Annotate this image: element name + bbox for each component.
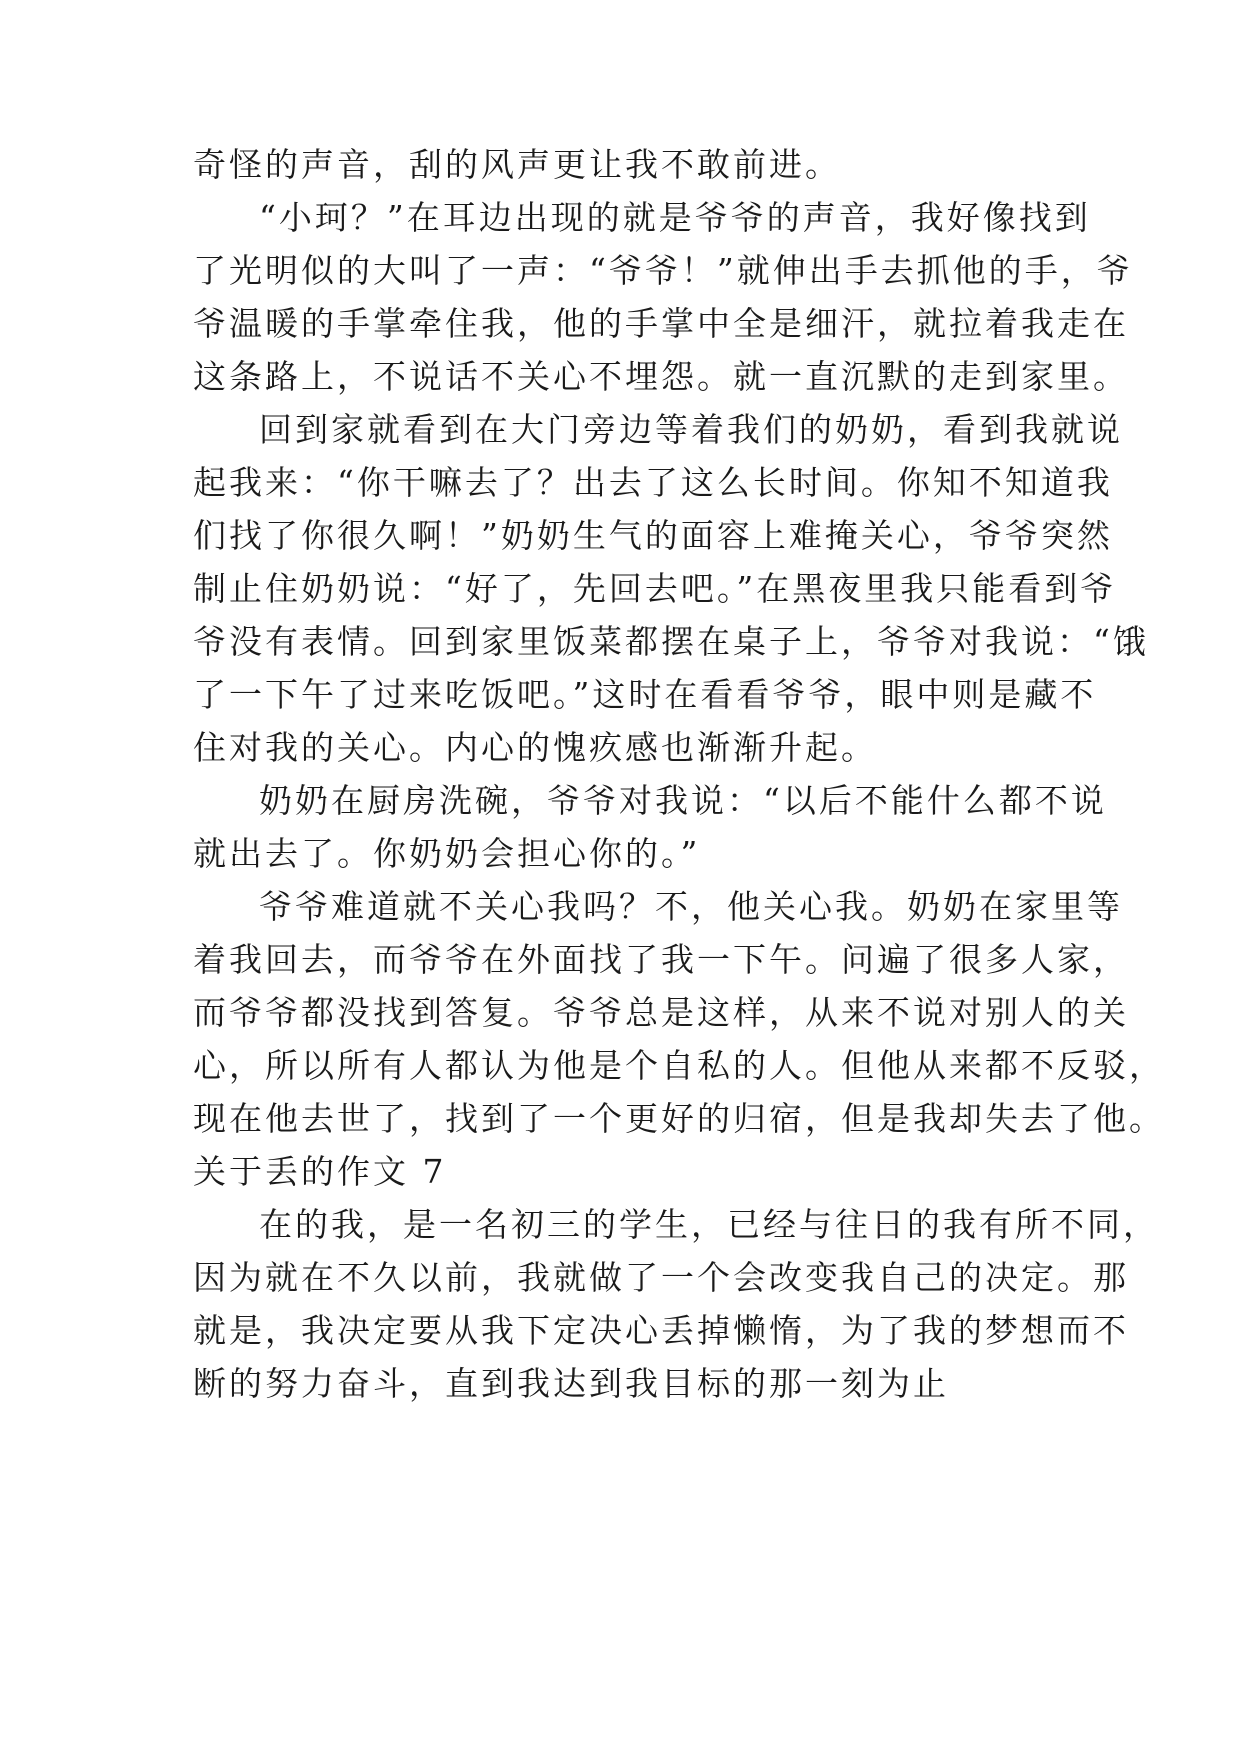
text-line: 了一下午了过来吃饭吧。”这时在看看爷爷，眼中则是藏不	[193, 675, 1097, 714]
text-line: 而爷爷都没找到答复。爷爷总是这样，从来不说对别人的关	[193, 993, 1129, 1032]
text-line: 现在他去世了，找到了一个更好的归宿，但是我却失去了他。	[193, 1099, 1165, 1138]
text-line: 爷没有表情。回到家里饭菜都摆在桌子上，爷爷对我说：“饿	[193, 622, 1149, 661]
text-line: 起我来：“你干嘛去了？出去了这么长时间。你知不知道我	[193, 463, 1113, 502]
text-line: 就是，我决定要从我下定决心丢掉懒惰，为了我的梦想而不	[193, 1311, 1129, 1350]
text-line: 奇怪的声音，刮的风声更让我不敢前进。	[193, 145, 841, 184]
text-line: 因为就在不久以前，我就做了一个会改变我自己的决定。那	[193, 1258, 1129, 1297]
text-line: 爷爷难道就不关心我吗？不，他关心我。奶奶在家里等	[259, 887, 1123, 926]
text-line: 在的我，是一名初三的学生，已经与往日的我有所不同，	[259, 1205, 1159, 1244]
text-line: 奶奶在厨房洗碗，爷爷对我说：“以后不能什么都不说	[259, 781, 1107, 820]
text-line: 就出去了。你奶奶会担心你的。”	[193, 834, 701, 873]
text-line: 爷温暖的手掌牵住我，他的手掌中全是细汗，就拉着我走在	[193, 304, 1129, 343]
text-line: 住对我的关心。内心的愧疚感也渐渐升起。	[193, 728, 877, 767]
text-line: 回到家就看到在大门旁边等着我们的奶奶，看到我就说	[259, 410, 1123, 449]
text-line: “小珂？”在耳边出现的就是爷爷的声音，我好像找到	[259, 198, 1091, 237]
section-heading: 关于丢的作文 7	[193, 1152, 447, 1191]
text-line: 心，所以所有人都认为他是个自私的人。但他从来都不反驳，	[193, 1046, 1165, 1085]
text-line: 们找了你很久啊！”奶奶生气的面容上难掩关心，爷爷突然	[193, 516, 1113, 555]
text-line: 这条路上，不说话不关心不埋怨。就一直沉默的走到家里。	[193, 357, 1129, 396]
text-line: 了光明似的大叫了一声：“爷爷！”就伸出手去抓他的手，爷	[193, 251, 1133, 290]
text-line: 断的努力奋斗，直到我达到我目标的那一刻为止	[193, 1364, 949, 1403]
text-line: 制止住奶奶说：“好了，先回去吧。”在黑夜里我只能看到爷	[193, 569, 1117, 608]
text-line: 着我回去，而爷爷在外面找了我一下午。问遍了很多人家，	[193, 940, 1129, 979]
